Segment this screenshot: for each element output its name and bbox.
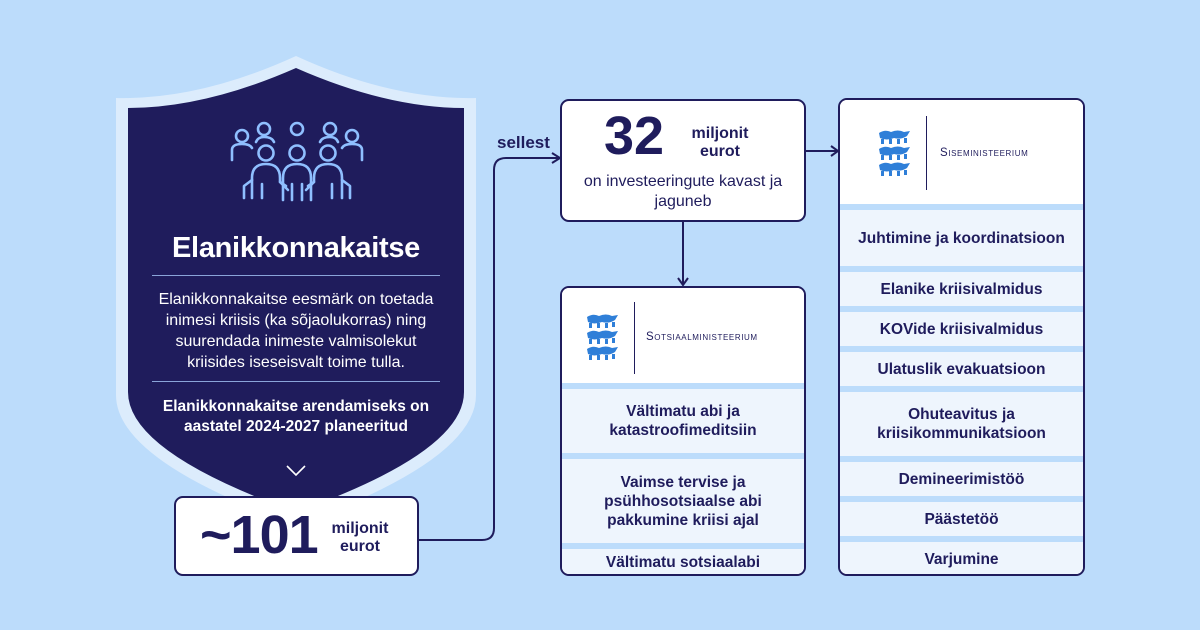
interior-ministry-card bbox=[838, 98, 1085, 576]
interior-item: Juhtimine ja koordinatsioon bbox=[840, 210, 1083, 266]
interior-item: Demineerimistöö bbox=[840, 462, 1083, 496]
investment-amount: 32 bbox=[604, 106, 665, 166]
investment-unit: miljonit eurot bbox=[691, 125, 749, 160]
interior-item: Ulatuslik evakuatsioon bbox=[840, 352, 1083, 386]
ministry-header bbox=[562, 288, 804, 383]
total-unit: miljonit eurot bbox=[331, 520, 389, 555]
social-item: Vältimatu sotsiaalabi bbox=[562, 549, 804, 576]
divider bbox=[152, 381, 440, 382]
interior-item: Päästetöö bbox=[840, 502, 1083, 536]
people-group-icon bbox=[222, 120, 372, 205]
logo-divider bbox=[926, 116, 927, 190]
ministry-header bbox=[840, 100, 1083, 204]
total-amount: ~101 bbox=[200, 505, 318, 565]
social-item: Vaimse tervise ja psühhosotsiaalse abi pakkumine kriisi ajal bbox=[562, 459, 804, 543]
interior-item: Ohuteavitus ja kriisikommunikatsioon bbox=[840, 392, 1083, 456]
shield-plan-text: Elanikkonnakaitse arendamiseks on aastatel 2024-2027 planeeritud bbox=[162, 398, 430, 435]
interior-item: Varjumine bbox=[840, 542, 1083, 576]
interior-ministry-name: Siseministeerium bbox=[940, 147, 1029, 159]
shield-description: Elanikkonnakaitse eesmärk on toetada inimesi kriisis (ka sõjaolukorras) ning suurendada inimeste valmisolekut kriisides iseseisvalt toime tulla. bbox=[158, 291, 434, 371]
connector-label: sellest bbox=[497, 133, 550, 152]
divider bbox=[152, 275, 440, 276]
social-item: Vältimatu abi ja katastroofimeditsiin bbox=[562, 389, 804, 453]
total-amount-box bbox=[174, 496, 419, 576]
investment-box bbox=[560, 99, 806, 222]
social-ministry-name: Sotsiaalministeerium bbox=[646, 331, 758, 343]
estonian-crest-icon bbox=[584, 312, 622, 364]
interior-item: Elanike kriisivalmidus bbox=[840, 272, 1083, 306]
investment-text: on investeeringute kavast ja jaguneb bbox=[583, 173, 783, 210]
interior-item: KOVide kriisivalmidus bbox=[840, 312, 1083, 346]
estonian-crest-icon bbox=[876, 128, 914, 180]
shield-title: Elanikkonnakaitse bbox=[172, 232, 420, 264]
logo-divider bbox=[634, 302, 635, 374]
social-ministry-card bbox=[560, 286, 806, 576]
